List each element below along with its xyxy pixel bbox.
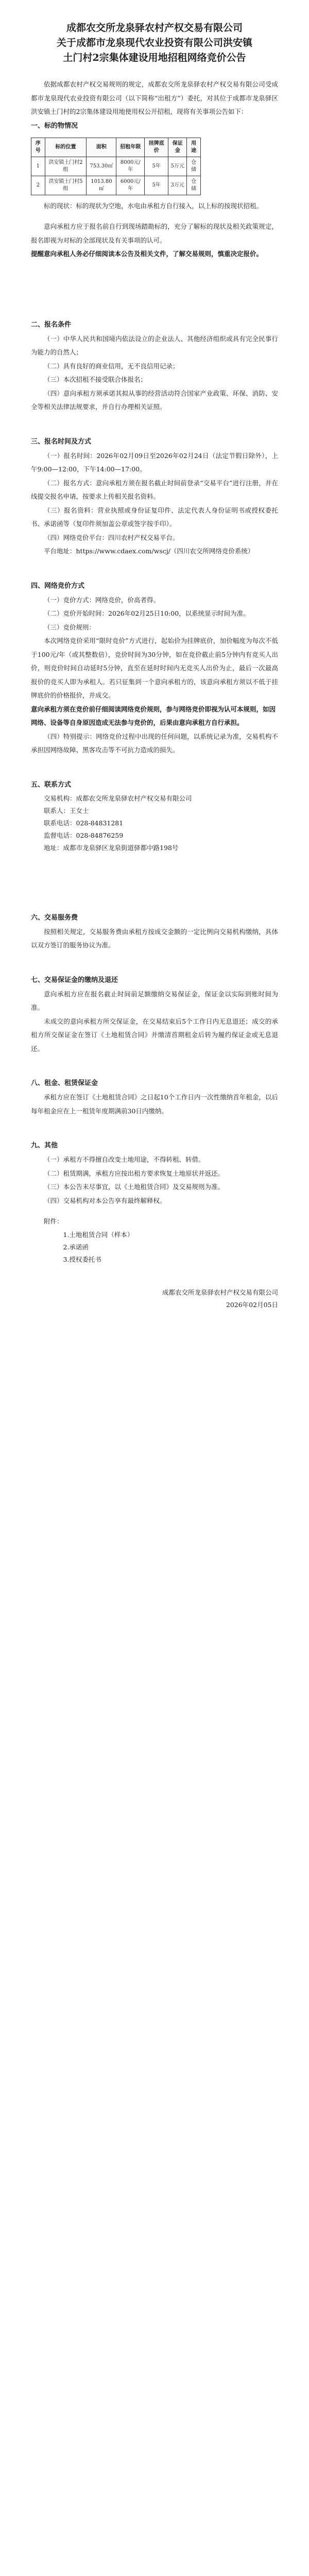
signature-org: 成都农交所龙泉驿农村产权交易有限公司 [162,1288,278,1296]
lot-table-header-row [31,138,201,157]
col-header-index: 序号 [31,138,45,157]
cell-term: 5年 [145,176,168,195]
bidding-item: （一）竞价方式：网络竞价，价高者得。 [44,596,160,604]
registration-item: （四）网络竞价平台：四川农村产权交易平台。 [44,533,179,541]
bidding-item: （二）竞价开始时间：2026年02月25日10:00，以系统显示时间为准。 [44,609,250,617]
signature-date: 2026年02月05日 [226,1300,278,1309]
cell-deposit: 3万元 [168,176,187,195]
other-item: （一）承租方不得擅自改变土地用途，不得转租、转借。 [44,1156,205,1163]
contact-phone: 联系电话：028-84831281 [44,819,124,827]
bidding-rule-bold: 意向承租方须在竞价前仔细阅读网络竞价规则，参与网络竞价即视为认可本规则，如因网络、设备等自身原因造成无法参与竞价的，后果由意向承租方自行承担。 [31,705,276,726]
cell-index: 2 [31,176,45,195]
title-line-2: 关于成都市龙泉现代农业投资有限公司洪安镇 [56,37,252,48]
section-7-heading: 七、交易保证金的缴纳及退还 [31,976,118,984]
other-item: （二）租赁期满，承租方应按出租方要求恢复土地原状并返还。 [44,1169,225,1177]
table-row [31,157,201,176]
cell-index: 1 [31,157,45,176]
col-header-location: 标的位置 [45,138,87,157]
condition-item: （一）中华人民共和国境内依法设立的企业法人、其他经济组织或具有完全民事行为能力的自然人； [31,334,278,356]
attachment-item: 3.授权委托书 [63,1255,101,1263]
cell-area: 753.30㎡ [87,157,116,176]
table-row [31,176,201,195]
attachments-label: 附件： [44,1217,63,1225]
cell-price: 6000元/年 [116,176,145,195]
bidding-special-note: （四）特别提示：网络竞价过程中出现的任何问题，以系统记录为准，交易机构不承担因网络故障、黑客攻击等不可抗力造成的损失。 [31,732,278,754]
other-item: （四）交易机构对本公告享有最终解释权。 [44,1196,166,1205]
condition-item: （三）本次招租不接受联合体报名； [44,376,147,383]
section-9-heading: 九、其他 [31,1142,58,1149]
section-4-heading: 四、网络竞价方式 [31,582,85,590]
other-item: （三）本公告未尽事宜，以《土地租赁合同》及交易规则为准。 [44,1183,225,1191]
col-header-area: 面积 [87,138,116,157]
title-line-3: 土门村2宗集体建设用地招租网络竞价公告 [63,52,246,63]
col-header-use: 用途 [187,138,201,157]
col-header-term: 招租年限 [116,138,145,157]
condition-item: （二）具有良好的商业信用，无不良信用记录； [44,362,179,370]
reading-reminder: 提醒意向承租人务必仔细阅读本公告及相关文件，了解交易规则，慎重决定报价。 [31,250,263,258]
supervision-phone: 监督电话：028-84876259 [44,831,124,839]
section-2-heading: 二、报名条件 [31,320,72,329]
cell-term: 5年 [145,157,168,176]
contact-address: 地址：成都市龙泉驿区龙泉街道驿都中路198号 [44,843,179,852]
cell-use: 仓储 [187,176,201,195]
cell-price: 8000元/年 [116,157,145,176]
section-8-heading: 八、租金、租赁保证金 [31,1079,98,1087]
registration-item: （一）报名时间：2026年02月09日至2026年02月24日（法定节假日除外），上午9:00—12:00，下午14:00—17:00。 [31,451,278,473]
title-block [31,21,278,65]
cell-deposit: 5万元 [168,157,187,176]
col-header-reserve-price: 挂牌底价 [145,138,168,157]
contact-org: 交易机构：成都农交所龙泉驿农村产权交易有限公司 [44,794,192,802]
contact-person: 联系人：王女士 [44,806,89,815]
deposit-refund-text: 未成交的意向承租方所交保证金，在交易结束后5个工作日内无息退还；成交的承租方所交保证金在签订《土地租赁合同》并缴清首期租金后转为履约保证金或无息退还。 [31,1017,278,1053]
section-3-heading: 三、报名时间及方式 [31,437,92,446]
platform-address: 平台地址：https://www.cdaex.com/wscj/（四川农交所网络竞价系统） [44,547,254,555]
attachment-item: 1.土地租赁合同（样本） [63,1230,134,1239]
bidding-item: （三）竞价规则： [44,623,96,631]
rent-payment-text: 承租方应在签订《土地租赁合同》之日起10个工作日内一次性缴纳首年租金，以后每年租金应在上一租赁年度期满前30日内缴纳。 [31,1093,278,1115]
col-header-deposit: 保证金 [168,138,187,157]
bidding-rule-text: 本次网络竞价采用“限时竞价”方式进行，起始价为挂牌底价，加价幅度为每次不低于100元/年（或其整数倍），竞价时间为30分钟，如在竞价截止前5分钟内有竞买人出价，则竞价时间自动延时5分钟，直至在延时时间内无竞买人出价为止，最后一次最高报价的竞买人即为承租人。若只征集到一个意向承租方的，该意向承租方须以不低于挂牌底价的价格报价，并成交。 [31,637,278,699]
registration-item: （三）报名资料：营业执照或身份证复印件、法定代表人身份证明书或授权委托书、承诺函等（复印件须加盖公章或签字按手印）。 [31,506,278,528]
cell-location: 洪安镇土门村2组 [45,157,87,176]
intro-paragraph: 依据成都农村产权交易规则的规定，成都农交所龙泉驿农村产权交易有限公司受成都市龙泉现代农业投资有限公司（以下简称“出租方”）委托，对其位于成都市龙泉驿区洪安镇土门村的2宗集体建设用地使用权公开招租，现将有关事项公告如下： [31,80,278,115]
section-1-heading: 一、标的物情况 [31,122,78,130]
title-line-1: 成都农交所龙泉驿农村产权交易有限公司 [66,22,243,33]
cell-location: 洪安镇土门村5组 [45,176,87,195]
service-fee-text: 按照相关规定，交易服务费由承租方按成交金额的一定比例向交易机构缴纳，具体以双方签订的服务协议为准。 [31,927,278,949]
cell-area: 1013.80㎡ [87,176,116,195]
lot-table [31,138,201,195]
section-6-heading: 六、交易服务费 [31,913,78,922]
registration-item: （二）报名方式：意向承租方须在报名截止时间前登录“交易平台”进行注册，并在线提交报名申请，按要求上传相关报名资料。 [31,479,278,500]
cell-use: 仓储 [187,157,201,176]
section-5-heading: 五、联系方式 [31,781,72,789]
lot-status-note: 标的现状：标的现状为空地，水电由承租方自行接入，以上标的按现状招租。 [44,201,263,210]
deposit-payment-text: 意向承租方应在报名截止时间前足额缴纳交易保证金，保证金以实际到账时间为准。 [31,990,278,1011]
attachment-item: 2.承诺函 [63,1243,89,1251]
site-visit-notice: 意向承租方应于报名前自行到现场踏勘标的，充分了解标的现状及相关政策规定，报名即视为对标的全部现状及有关事项的认可。 [31,223,278,244]
condition-item: （四）意向承租方须承诺其拟从事的经营活动符合国家产业政策、环保、消防、安全等相关法律法规要求，并自行办理相关证照。 [31,389,278,411]
